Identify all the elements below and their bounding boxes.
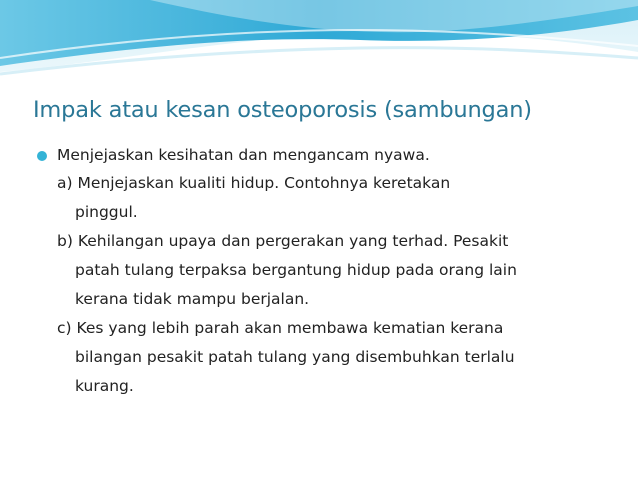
sub-item-line: patah tulang terpaksa bergantung hidup pada orang lain: [75, 261, 517, 279]
bullet-text: Menjejaskan kesihatan dan mengancam nyawa.: [57, 146, 430, 164]
sub-item-b: [37, 227, 617, 314]
sub-item-line: kurang.: [75, 377, 134, 395]
wave-header-decoration: [0, 0, 638, 90]
sub-item-line: b) Kehilangan upaya dan pergerakan yang terhad. Pesakit: [57, 232, 509, 250]
sub-item-line: bilangan pesakit patah tulang yang disembuhkan terlalu: [75, 348, 515, 366]
sub-item-line: pinggul.: [75, 203, 138, 221]
slide-body: [37, 142, 617, 401]
sub-item-a: [37, 169, 617, 227]
sub-item-line: kerana tidak mampu berjalan.: [75, 290, 310, 308]
bullet-dot-icon: [37, 151, 47, 161]
slide-title: Impak atau kesan osteoporosis (sambungan): [33, 97, 532, 123]
bullet-item: [37, 142, 617, 169]
sub-item-c: [37, 314, 617, 401]
sub-item-line: c) Kes yang lebih parah akan membawa kematian kerana: [57, 319, 504, 337]
sub-item-line: a) Menjejaskan kualiti hidup. Contohnya keretakan: [57, 174, 451, 192]
